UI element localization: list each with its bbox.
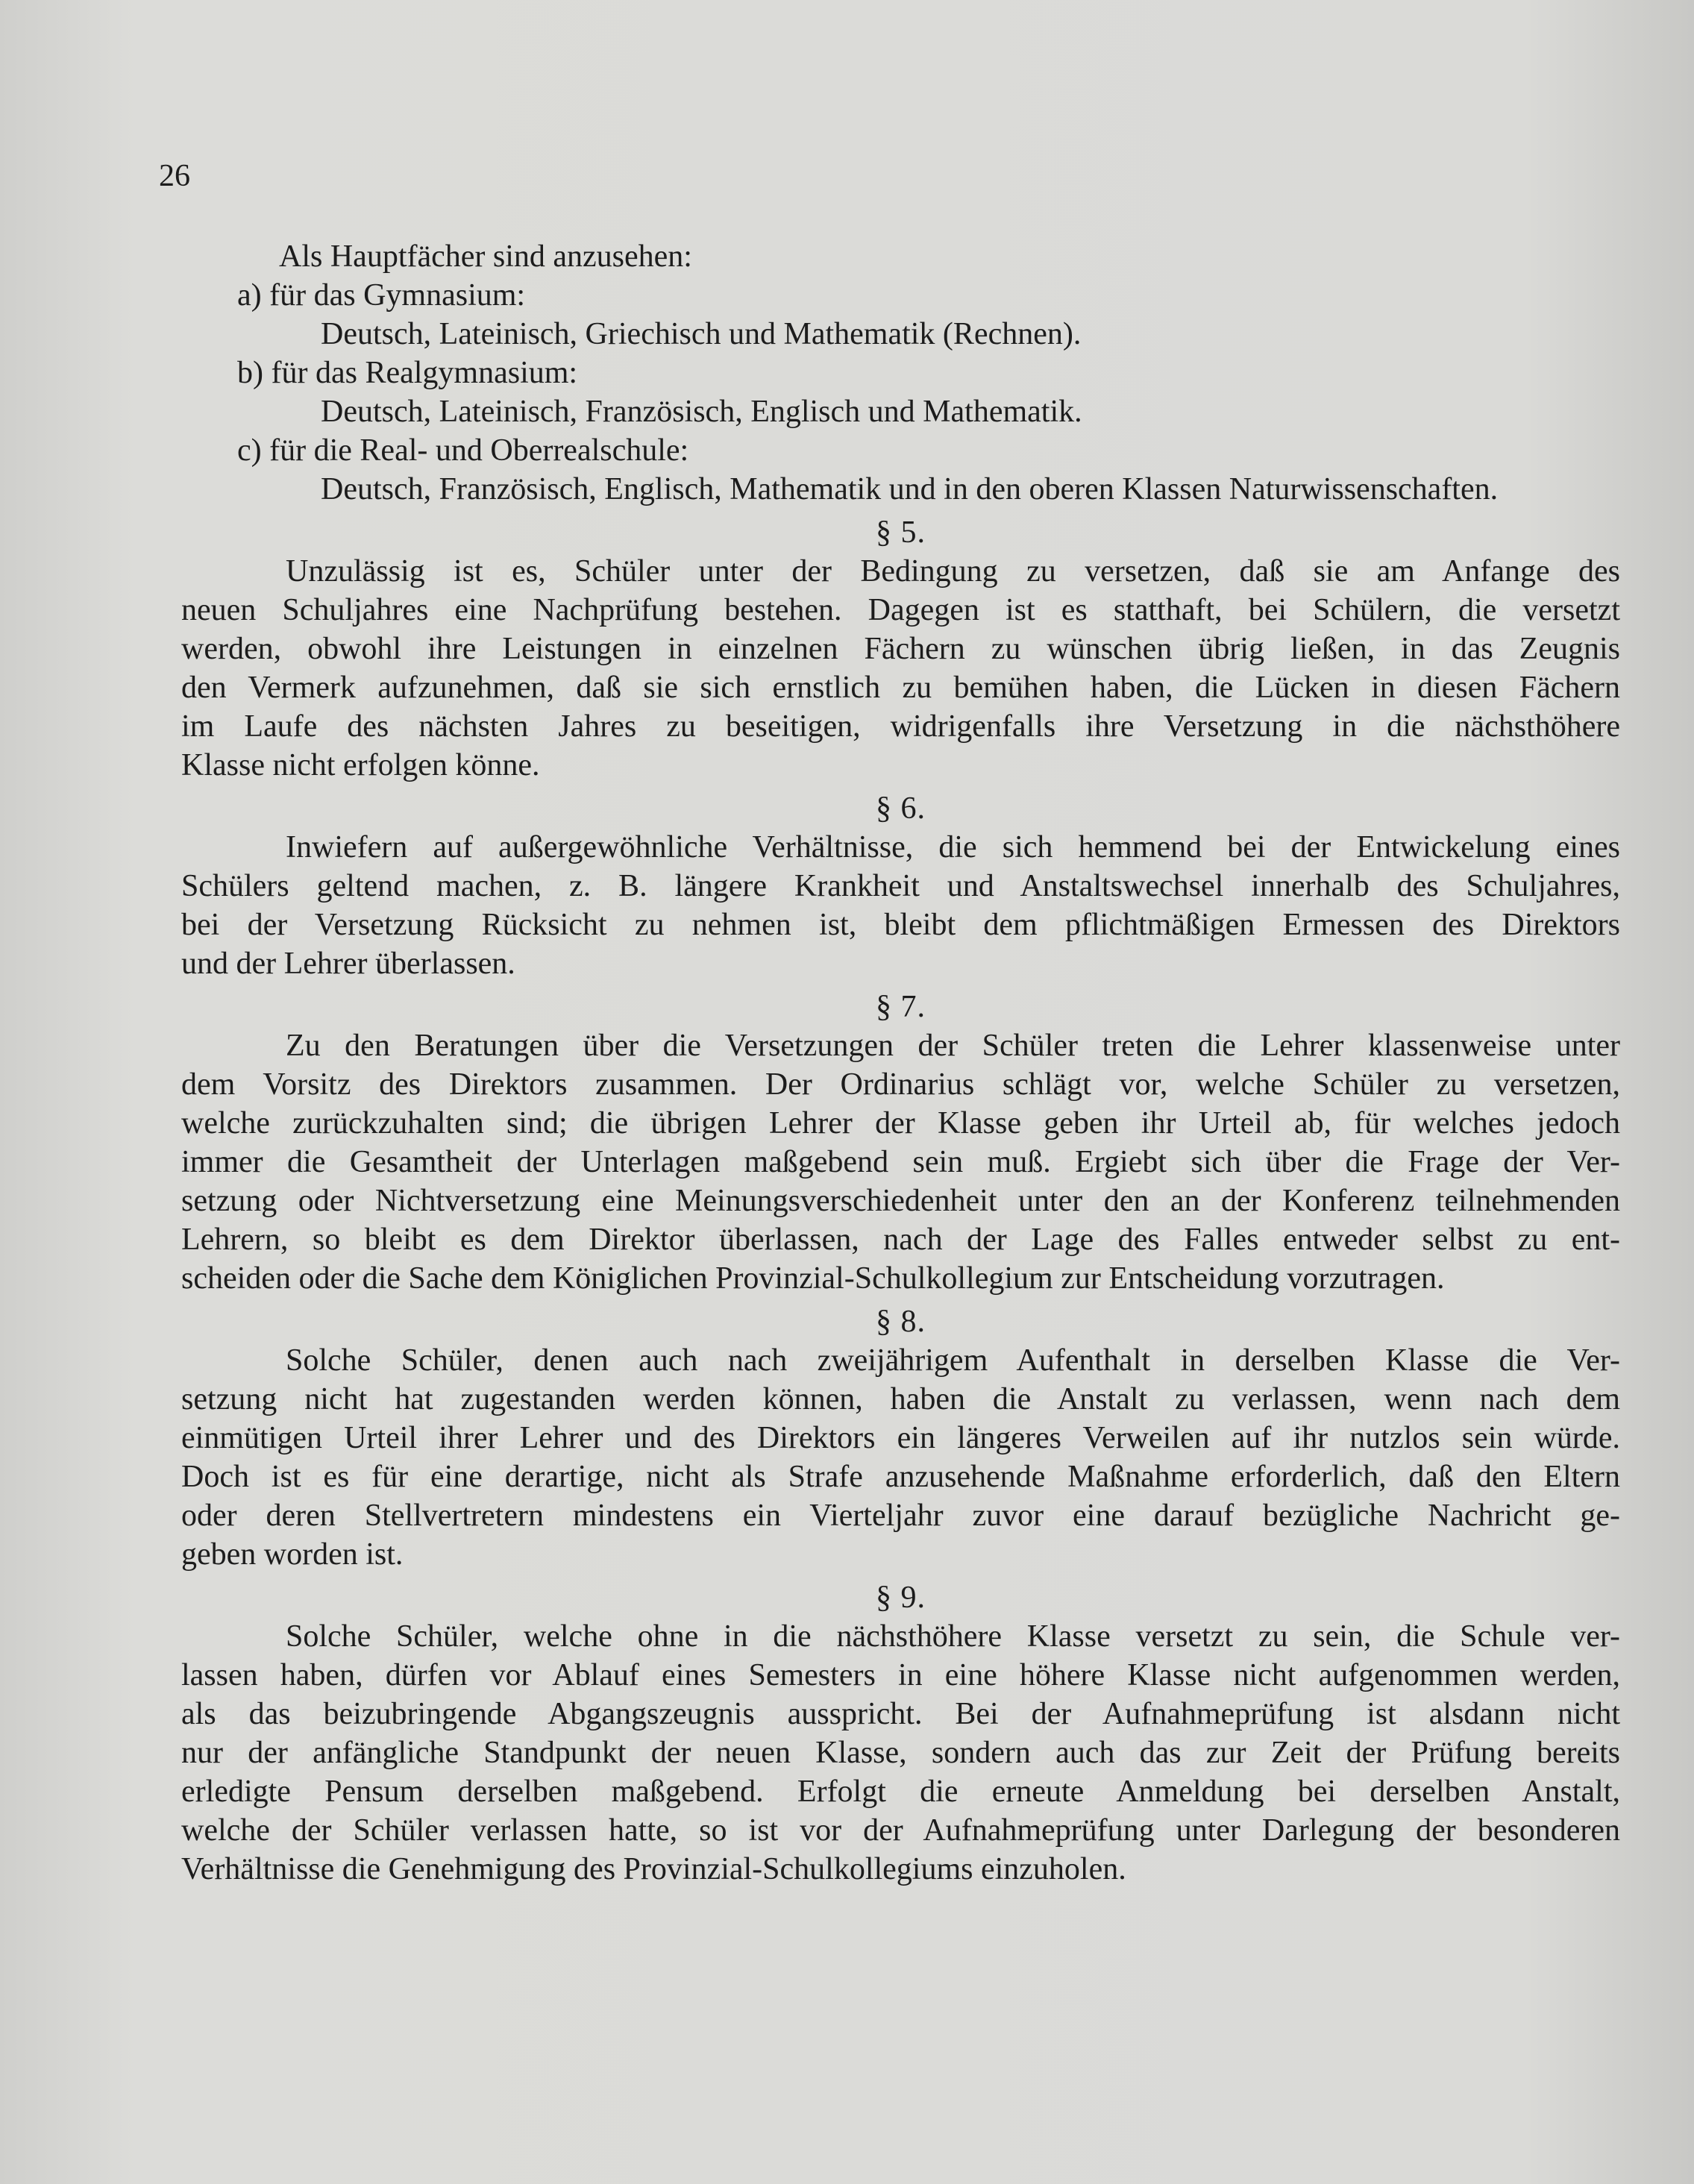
paragraph-line: oder deren Stellvertretern mindestens ein Vierteljahr zuvor eine darauf bezügliche Nachricht ge- xyxy=(181,1499,1620,1533)
section-heading: § 8. xyxy=(876,1305,926,1339)
paragraph-line: Zu den Beratungen über die Versetzungen der Schüler treten die Lehrer klassenweise unter xyxy=(286,1029,1620,1063)
paragraph-line: den Vermerk aufzunehmen, daß sie sich ernstlich zu bemühen haben, die Lücken in diesen Fächern xyxy=(181,671,1620,705)
page-number: 26 xyxy=(159,159,190,193)
paragraph-line: lassen haben, dürfen vor Ablauf eines Semesters in eine höhere Klasse nicht aufgenommen werden, xyxy=(181,1658,1620,1692)
paragraph-line: Verhältnisse die Genehmigung des Provinzial-Schulkollegiums einzuholen. xyxy=(181,1852,1126,1886)
list-item-subjects: Deutsch, Lateinisch, Griechisch und Mathematik (Rechnen). xyxy=(321,317,1082,351)
paragraph-line: neuen Schuljahres eine Nachprüfung bestehen. Dagegen ist es statthaft, bei Schülern, die versetzt xyxy=(181,593,1620,627)
paragraph-line: im Laufe des nächsten Jahres zu beseitigen, widrigenfalls ihre Versetzung in die nächsthöhere xyxy=(181,709,1620,744)
paragraph-line: Unzulässig ist es, Schüler unter der Bedingung zu versetzen, daß sie am Anfange des xyxy=(286,554,1620,589)
paragraph-line: und der Lehrer überlassen. xyxy=(181,947,515,981)
section-heading: § 7. xyxy=(876,990,926,1024)
paragraph-line: einmütigen Urteil ihrer Lehrer und des Direktors ein längeres Verweilen auf ihr nutzlos sein würde. xyxy=(181,1421,1620,1455)
paragraph-line: welche zurückzuhalten sind; die übrigen Lehrer der Klasse geben ihr Urteil ab, für welches jedoch xyxy=(181,1106,1620,1140)
section-heading: § 6. xyxy=(876,791,926,826)
paragraph-line: bei der Versetzung Rücksicht zu nehmen ist, bleibt dem pflichtmäßigen Ermessen des Direktors xyxy=(181,908,1620,942)
paragraph-line: Lehrern, so bleibt es dem Direktor überlassen, nach der Lage des Falles entweder selbst zu ent- xyxy=(181,1223,1620,1257)
section-heading: § 5. xyxy=(876,515,926,550)
list-item-label: c) für die Real- und Oberrealschule: xyxy=(237,433,689,468)
list-item-subjects: Deutsch, Französisch, Englisch, Mathematik und in den oberen Klassen Naturwissenschaften. xyxy=(321,472,1499,506)
paragraph-line: geben worden ist. xyxy=(181,1537,404,1572)
sections xyxy=(181,513,1620,1889)
paragraph-line: Solche Schüler, denen auch nach zweijährigem Aufenthalt in derselben Klasse die Ver- xyxy=(286,1343,1620,1378)
paragraph-line: dem Vorsitz des Direktors zusammen. Der Ordinarius schlägt vor, welche Schüler zu versetzen, xyxy=(181,1067,1620,1102)
paragraph-line: immer die Gesamtheit der Unterlagen maßgebend sein muß. Ergiebt sich über die Frage der Ver- xyxy=(181,1145,1620,1179)
paragraph-line: Klasse nicht erfolgen könne. xyxy=(181,748,540,782)
paragraph-line: scheiden oder die Sache dem Königlichen Provinzial-Schulkollegium zur Entscheidung vorzutragen. xyxy=(181,1261,1445,1296)
section-heading: § 9. xyxy=(876,1581,926,1615)
intro-line: Als Hauptfächer sind anzusehen: xyxy=(279,239,692,274)
paragraph-line: Inwiefern auf außergewöhnliche Verhältnisse, die sich hemmend bei der Entwickelung eines xyxy=(286,830,1620,865)
paragraph-line: erledigte Pensum derselben maßgebend. Erfolgt die erneute Anmeldung bei derselben Anstalt, xyxy=(181,1775,1620,1809)
list-item-label: b) für das Realgymnasium: xyxy=(237,356,578,390)
document-body xyxy=(181,237,1620,1889)
paragraph-line: als das beizubringende Abgangszeugnis ausspricht. Bei der Aufnahmeprüfung ist alsdann nicht xyxy=(181,1697,1620,1731)
list-item-label: a) für das Gymnasium: xyxy=(237,278,526,313)
list-item-subjects: Deutsch, Lateinisch, Französisch, Englisch und Mathematik. xyxy=(321,395,1082,429)
paragraph-line: setzung nicht hat zugestanden werden können, haben die Anstalt zu verlassen, wenn nach dem xyxy=(181,1382,1620,1416)
paragraph-line: setzung oder Nichtversetzung eine Meinungsverschiedenheit unter den an der Konferenz teilnehmenden xyxy=(181,1184,1620,1218)
paragraph-line: nur der anfängliche Standpunkt der neuen Klasse, sondern auch das zur Zeit der Prüfung bereits xyxy=(181,1736,1620,1770)
paragraph-line: werden, obwohl ihre Leistungen in einzelnen Fächern zu wünschen übrig ließen, in das Zeugnis xyxy=(181,632,1620,666)
paragraph-line: Schülers geltend machen, z. B. längere Krankheit und Anstaltswechsel innerhalb des Schuljahres, xyxy=(181,869,1620,903)
paragraph-line: welche der Schüler verlassen hatte, so ist vor der Aufnahmeprüfung unter Darlegung der besonderen xyxy=(181,1813,1620,1848)
paragraph-line: Solche Schüler, welche ohne in die nächsthöhere Klasse versetzt zu sein, die Schule ver- xyxy=(286,1619,1620,1654)
paragraph-line: Doch ist es für eine derartige, nicht als Strafe anzusehende Maßnahme erforderlich, daß den Eltern xyxy=(181,1460,1620,1494)
